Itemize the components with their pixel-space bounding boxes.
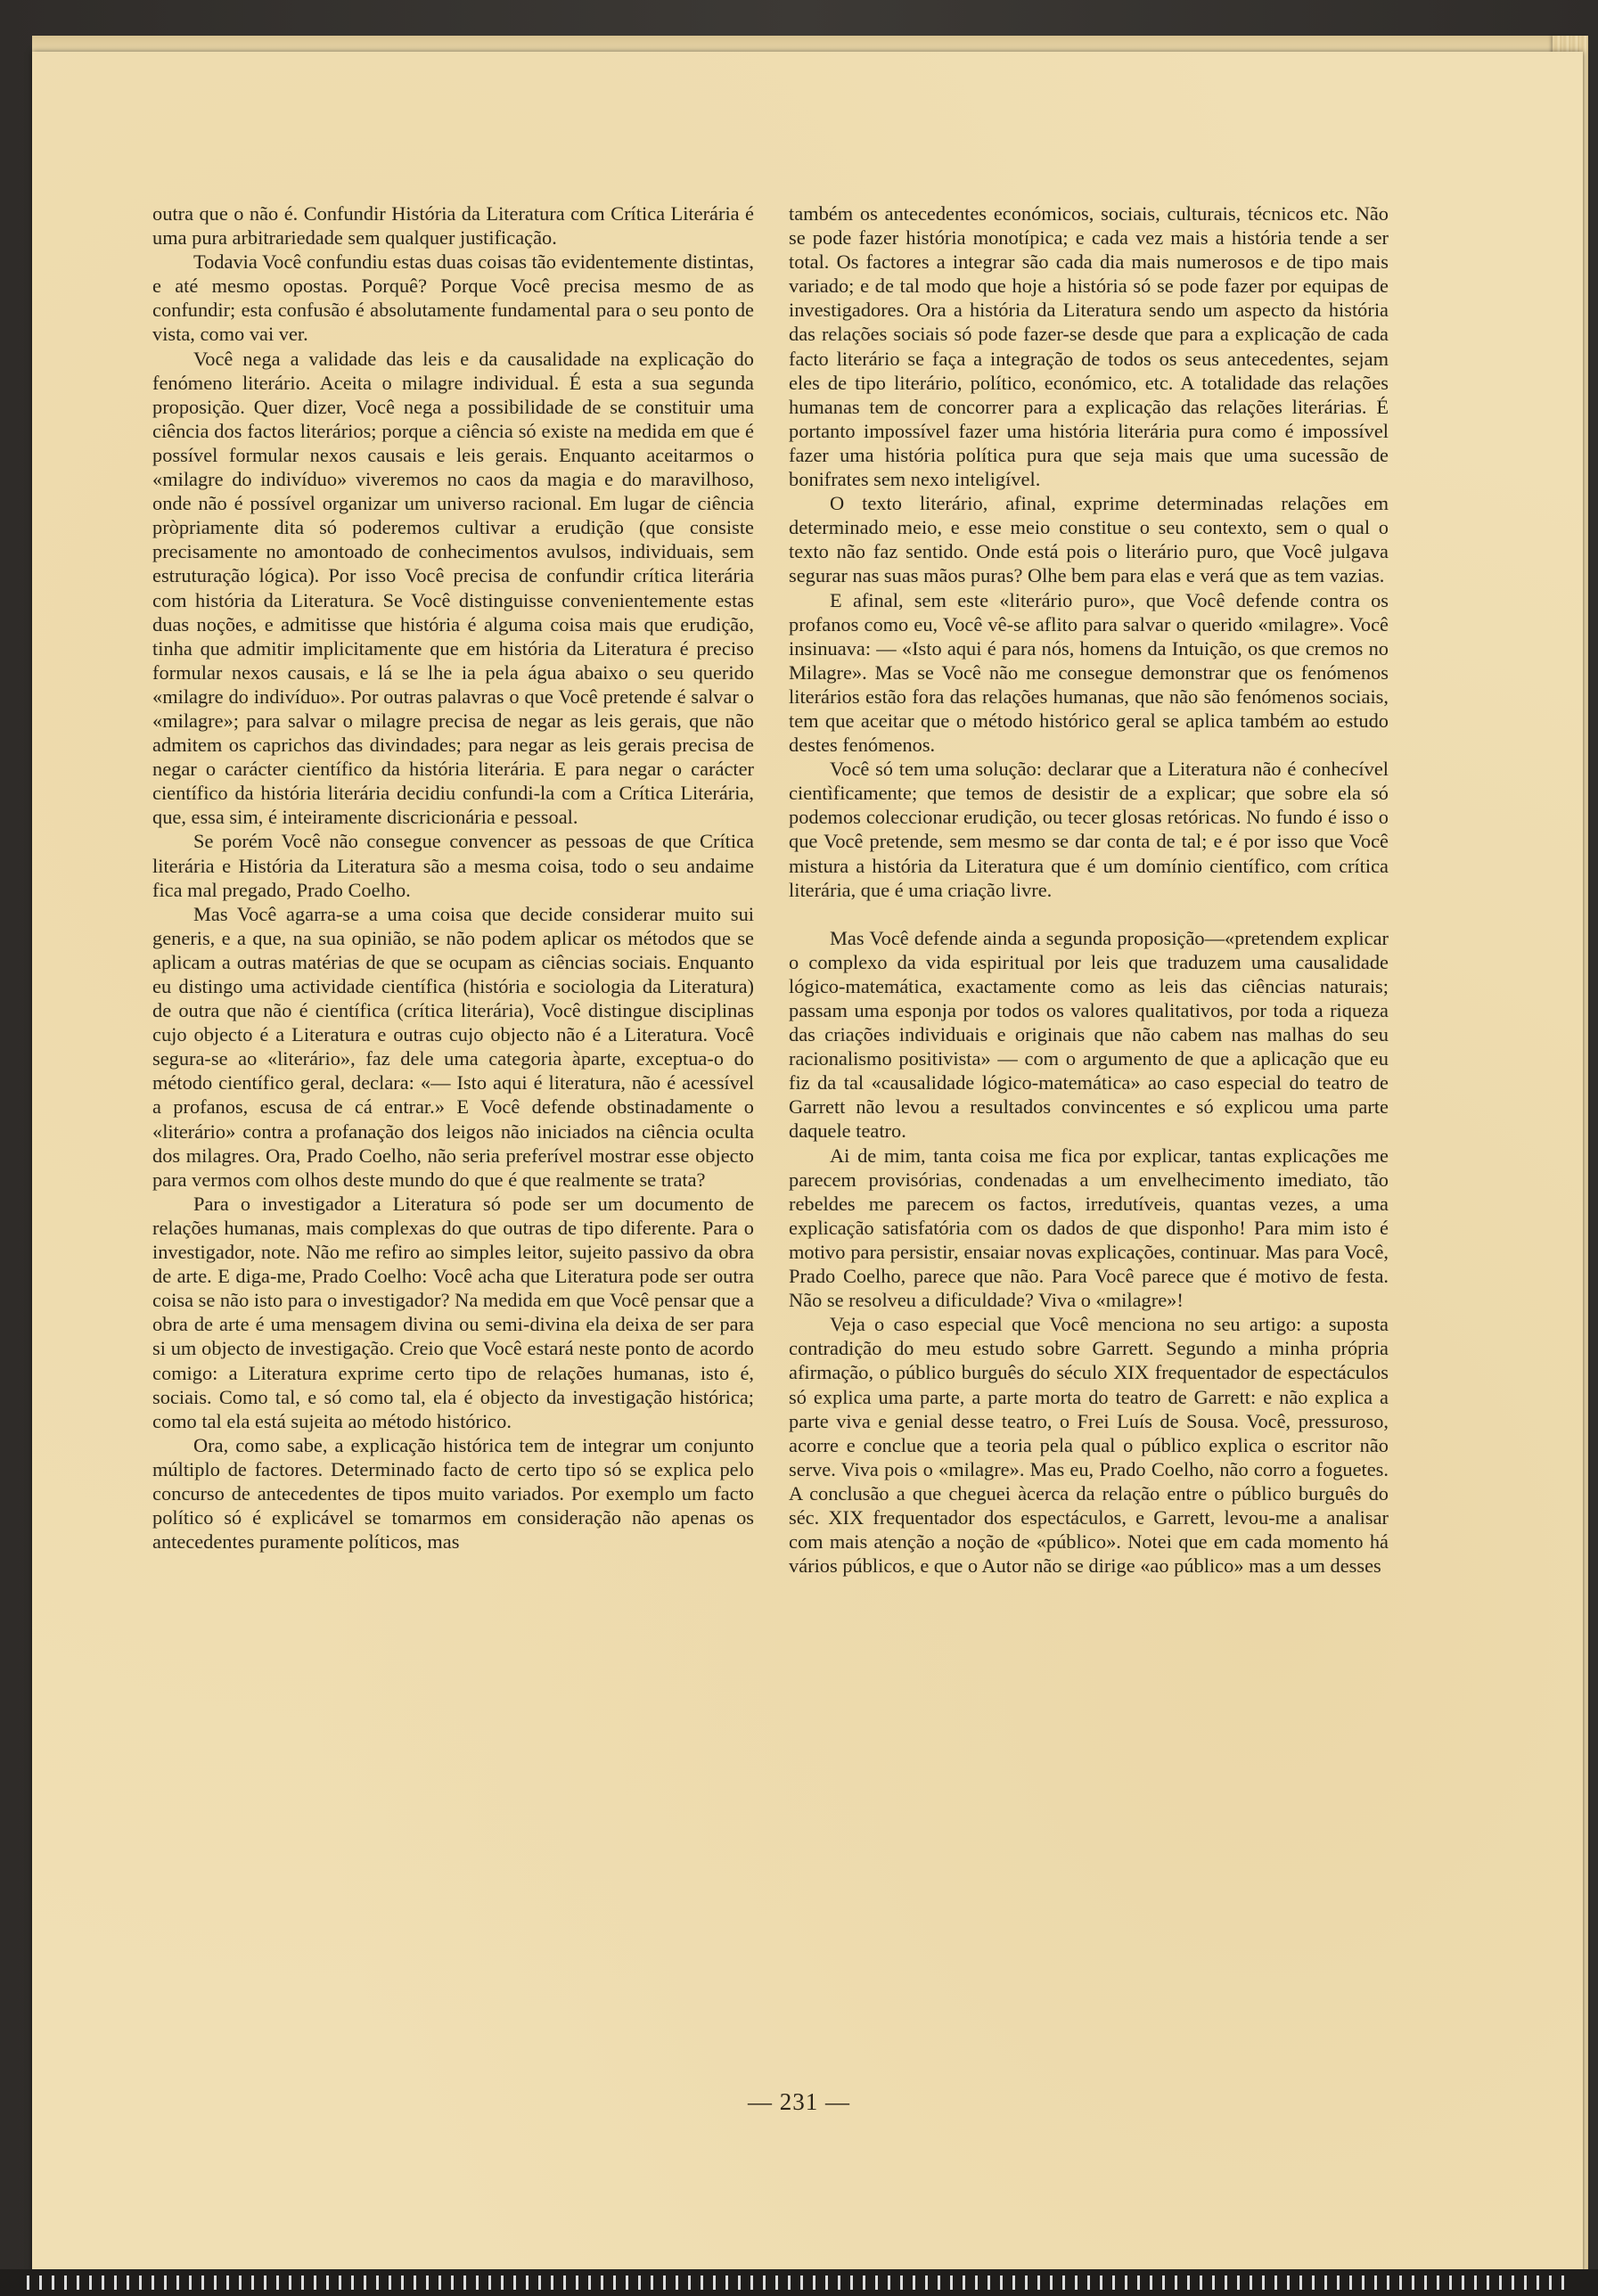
page-number: — 231 — <box>748 2088 850 2115</box>
paragraph: Você nega a validade das leis e da causalidade na explicação do fenómeno literário. Aceita o milagre individual. É esta a sua segunda proposição. Quer dizer, Você nega a possibilidade de se constituir uma ciência dos factos literários; porque a ciência só existe na medida em que é possível formular nexos causais e leis gerais. Enquanto aceitarmos o «milagre do indivíduo» viveremos no caos da magia e do maravilhoso, onde não é possível organizar um universo racional. Em lugar de ciência pròpriamente dita só poderemos cultivar a erudição (que consiste precisamente no amontoado de conhecimentos avulsos, individuais, sem estruturação lógica). Por isso Você precisa de confundir crítica literária com história da Literatura. Se Você distinguisse convenientemente estas duas noções, e admitisse que história é alguma coisa mais que erudição, tinha que admitir implicitamente que em história da Literatura é preciso formular nexos causais, e lá se lhe ia pela água abaixo o seu querido «milagre do indivíduo». Por outras palavras o que Você pretende é salvar o «milagre»; para salvar o milagre precisa de negar as leis gerais, que não admitem os caprichos das divindades; para negar as leis gerais precisa de negar o carácter científico da história literária. E para negar o carácter científico da história literária decidiu confundi-la com a Crítica Literária, que, essa sim, é inteiramente discricionária e pessoal. <box>152 347 754 829</box>
paragraph: Você só tem uma solução: declarar que a Literatura não é conhecível cientìficamente; que temos de desistir de a explicar; que sobre ela só podemos coleccionar erudição, ou tecer glosas retóricas. No fundo é isso o que Você pretende, sem mesmo se dar conta de tal; e é por isso que Você mistura a história da Literatura que é um domínio científico, com crítica literária, que é uma criação livre. <box>789 758 1389 901</box>
paragraph: Mas Você defende ainda a segunda proposição—«pretendem explicar o complexo da vida espiritual por leis que traduzem uma causalidade lógico-matemática, exactamente como as leis das ciências naturais; passam uma esponja por todos os valores qualitativos, por toda a riqueza das criações individuais e originais que não cabem nas malhas do seu racionalismo positivista» — com o argumento de que a aplicação que eu fiz da tal «causalidade lógico-matemática» ao caso especial do teatro de Garrett não levou a resultados convincentes e só explicou uma parte daquele teatro. <box>789 926 1389 1143</box>
paragraph: Para o investigador a Literatura só pode ser um documento de relações humanas, mais complexas do que outras de tipo diferente. Para o investigador, note. Não me refiro ao simples leitor, sujeito passivo da obra de arte. E diga-me, Prado Coelho: Você acha que Literatura pode ser outra coisa se não isto para o investigador? Na medida em que Você pensar que a obra de arte é uma mensagem divina ou semi-divina ela deixa de ser para si um objecto de investigação. Creio que Você estará neste ponto de acordo comigo: a Literatura exprime certo tipo de relações humanas, isto é, sociais. Como tal, e só como tal, ela é objecto da investigação histórica; como tal ela está sujeita ao método histórico. <box>152 1192 754 1432</box>
left-text-column <box>152 201 754 1554</box>
paragraph: também os antecedentes económicos, sociais, culturais, técnicos etc. Não se pode fazer história monotípica; e cada vez mais a história tende a ser total. Os factores a integrar são cada dia mais numerosos e de tipo mais variado; e de tal modo que hoje a história só se pode fazer por equipas de investigadores. Ora a história da Literatura sendo um aspecto da história das relações sociais só pode fazer-se desde que para a explicação de cada facto literário se faça a integração de todos os seus antecedentes, sejam eles de tipo literário, político, económico, etc. A totalidade das relações humanas tem de concorrer para a explicação das relações literárias. É portanto impossível fazer uma história literária pura como é impossível fazer uma história política pura que seja mais que uma sucessão de bonifrates sem nexo inteligível. <box>789 202 1389 491</box>
paragraph: Se porém Você não consegue convencer as pessoas de que Crítica literária e História da Literatura são a mesma coisa, todo o seu andaime fica mal pregado, Prado Coelho. <box>152 830 754 901</box>
paragraph: outra que o não é. Confundir História da Literatura com Crítica Literária é uma pura arbitrariedade sem qualquer justificação. <box>152 202 754 250</box>
paragraph: Veja o caso especial que Você menciona no seu artigo: a suposta contradição do meu estudo sobre Garrett. Segundo a minha própria afirmação, o público burguês do século XIX frequentador de espectáculos só explica uma parte, a parte morta do teatro de Garrett: e não explica a parte viva e genial desse teatro, o Frei Luís de Sousa. Você, pressuroso, acorre e conclue que a teoria pela qual o público explica o escritor não serve. Viva pois o «milagre». Mas eu, Prado Coelho, não corro a foguetes. A conclusão a que cheguei àcerca da relação entre o público burguês do séc. XIX frequentador dos espectáculos, e Garrett, levou-me a analisar com mais atenção a noção de «público». Notei que em cada momento há vários públicos, e que o Autor não se dirige «ao público» mas a um desses <box>789 1313 1389 1578</box>
scale-ticks <box>27 2276 1569 2290</box>
paragraph: Todavia Você confundiu estas duas coisas tão evidentemente distintas, e até mesmo opostas. Porquê? Porque Você precisa mesmo de as confundir; esta confusão é absolutamente fundamental para o seu ponto de vista, como vai ver. <box>152 250 754 346</box>
right-text-column <box>789 201 1389 1578</box>
paragraph: Ora, como sabe, a explicação histórica tem de integrar um conjunto múltiplo de factores. Determinado facto de certo tipo só se explica pelo concurso de antecedentes de tipos muito variados. Por exemplo um facto político só é explicável se tomarmos em consideração não apenas os antecedentes puramente políticos, mas <box>152 1433 754 1554</box>
paragraph: E afinal, sem este «literário puro», que Você defende contra os profanos como eu, Você vê-se aflito para salvar o querido «milagre». Você insinuava: — «Isto aqui é para nós, homens da Intuição, os que cremos no Milagre». Mas se Você não me consegue demonstrar que os fenómenos literários estão fora das relações humanas, que não são fenómenos sociais, tem que aceitar que o método histórico geral se aplica também ao estudo destes fenómenos. <box>789 588 1389 757</box>
paragraph: Mas Você agarra-se a uma coisa que decide considerar muito sui generis, e a que, na sua opinião, se não podem aplicar os métodos que se aplicam a outras matérias de que se ocupam as ciências sociais. Enquanto eu distingo uma actividade científica (história e sociologia da Literatura) de outra que não é científica (crítica literária), Você distingue disciplinas cujo objecto é a Literatura e outras cujo objecto não é a Literatura. Você segura-se ao «literário», faz dele uma categoria àparte, exceptua-o do método científico geral, declara: «— Isto aqui é literatura, não é acessível a profanos, escusa de cá entrar.» E Você defende obstinadamente o «literário» contra a profanação dos leigos não iniciados na ciência oculta dos milagres. Ora, Prado Coelho, não seria preferível mostrar esse objecto para vermos com olhos deste mundo do que é que realmente se trata? <box>152 902 754 1191</box>
paragraph: Ai de mim, tanta coisa me fica por explicar, tantas explicações me parecem provisórias, condenadas a um envelhecimento imediato, tão rebeldes me parecem os factos, irredutíveis, quantas vezes, a uma explicação satisfatória com os dados de que disponho! Para mim isto é motivo para persistir, ensaiar novas explicações, continuar. Mas para Você, Prado Coelho, parece que não. Para Você parece que é motivo de festa. Não se resolveu a dificuldade? Viva o «milagre»! <box>789 1144 1389 1312</box>
paragraph: O texto literário, afinal, exprime determinadas relações em determinado meio, e esse meio constitue o seu contexto, sem o qual o texto não faz sentido. Onde está pois o literário puro, que Você julgava segurar nas suas mãos puras? Olhe bem para elas e verá que as tem vazias. <box>789 492 1389 587</box>
sheet-top-edge <box>32 36 1588 53</box>
